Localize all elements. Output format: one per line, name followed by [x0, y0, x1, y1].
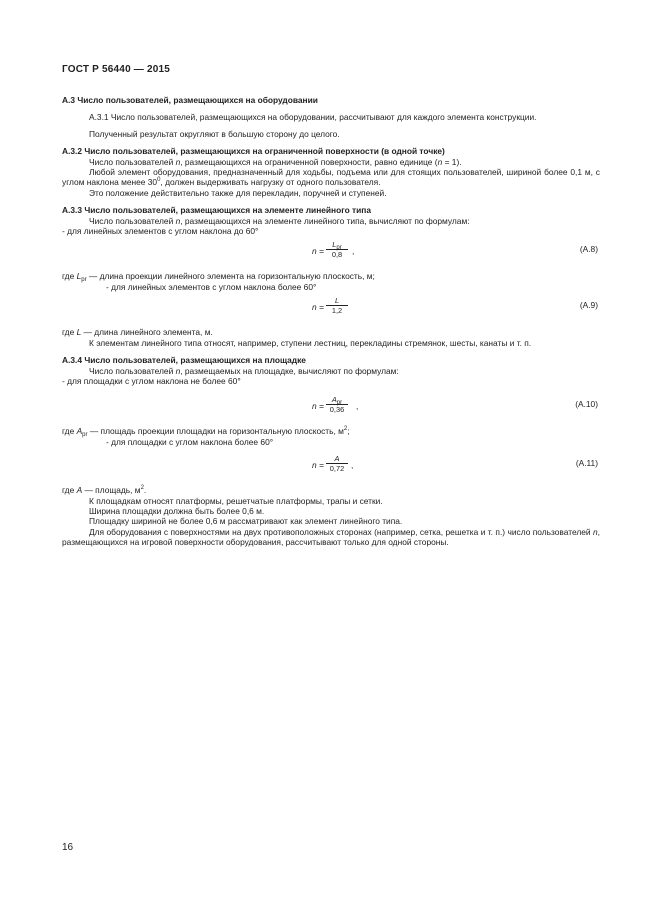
- formula-fraction: $\frac{L}{1,2}$: [326, 296, 348, 315]
- formula-fraction: $A_{pr}$ 0,36: [326, 395, 348, 414]
- paragraph: Число пользователей n, размещающихся на ограниченной поверхности, равно единице (n = 1).: [89, 156, 462, 167]
- paragraph: Площадку шириной не более 0,6 м рассматривают как элемент линейного типа.: [89, 516, 403, 527]
- formula-a8: n = $L_{pr}$ 0,8 , (А.8): [312, 240, 598, 260]
- section-a33-heading: А.3.3 Число пользователей, размещающихся на элементе линейного типа: [62, 205, 372, 216]
- paragraph: где $L_{pr}$ — длина проекции линейного элемента на горизонтальную плоскость, м;: [62, 271, 375, 284]
- paragraph: Любой элемент оборудования, предназначенный для ходьбы, подъема или для стоящих пользователей, шириной более 0,1 м, с углом наклона менее $30^0$, должен выдерживать нагрузку от одного пользователя.: [62, 167, 600, 188]
- section-a34-heading: А.3.4 Число пользователей, размещающихся на площадке: [62, 355, 306, 366]
- formula-number: (А.11): [575, 458, 598, 469]
- section-a32-heading: А.3.2 Число пользователей, размещающихся на ограниченной поверхности (в одной точке): [62, 146, 445, 157]
- paragraph: Число пользователей n, размещаемых на площадке, вычисляют по формулам:: [89, 365, 399, 376]
- document-header: ГОСТ Р 56440 — 2015: [62, 64, 171, 75]
- paragraph: Это положение действительно также для перекладин, поручней и ступеней.: [89, 187, 387, 198]
- formula-lhs: n =: [312, 302, 324, 313]
- formula-number: (А.10): [575, 399, 598, 410]
- formula-lhs: n =: [312, 460, 324, 471]
- paragraph: Для оборудования с поверхностями на двух противоположных сторонах (например, сетка, решетка и т. п.) число пользователей n, размещающихся на игровой поверхности оборудования, рассчитывают только для одной стороны.: [62, 526, 600, 548]
- paragraph: где $A_{pr}$ — площадь проекции площадки на горизонтальную плоскость, $м^2$;: [62, 426, 350, 439]
- formula-fraction: $\frac{A}{0,72}$: [326, 454, 348, 473]
- paragraph: К элементам линейного типа относят, например, ступени лестниц, перекладины стремянок, шесты, канаты и т. п.: [89, 337, 532, 348]
- paragraph: Число пользователей n, размещающихся на элементе линейного типа, вычисляют по формулам:: [89, 215, 470, 226]
- paragraph: где L — длина линейного элемента, м.: [62, 327, 213, 338]
- formula-lhs: n =: [312, 401, 324, 412]
- formula-number: (А.9): [579, 300, 598, 311]
- paragraph: А.3.1 Число пользователей, размещающихся на оборудовании, рассчитывают для каждого элемента конструкции.: [89, 112, 537, 123]
- paragraph: Ширина площадки должна быть более 0,6 м.: [89, 505, 265, 516]
- section-a3-heading: А.3 Число пользователей, размещающихся на оборудовании: [62, 95, 318, 105]
- bullet-item: - для линейных элементов с углом наклона до 60°: [62, 226, 259, 237]
- paragraph: Полученный результат округляют в большую сторону до целого.: [89, 128, 340, 139]
- bullet-item: - для линейных элементов с углом наклона более 60°: [106, 281, 317, 292]
- formula-lhs: n =: [312, 246, 324, 257]
- document-body: [62, 95, 600, 548]
- formula-a11: n = $\frac{A}{0,72}$ , (А.11): [312, 454, 598, 474]
- paragraph: К площадкам относят платформы, решетчатые платформы, трапы и сетки.: [89, 495, 383, 506]
- bullet-item: - для площадки с углом наклона более 60°: [106, 436, 274, 447]
- formula-a9: [62, 296, 600, 323]
- formula-a10: n = $A_{pr}$ 0,36 , (А.10): [312, 395, 598, 415]
- page-number: 16: [62, 842, 74, 853]
- paragraph: где A — площадь, $м^2$.: [62, 485, 147, 496]
- formula-number: (А.8): [579, 244, 598, 255]
- formula-fraction: $L_{pr}$ 0,8: [326, 240, 348, 259]
- bullet-item: - для площадки с углом наклона не более 60°: [62, 375, 241, 386]
